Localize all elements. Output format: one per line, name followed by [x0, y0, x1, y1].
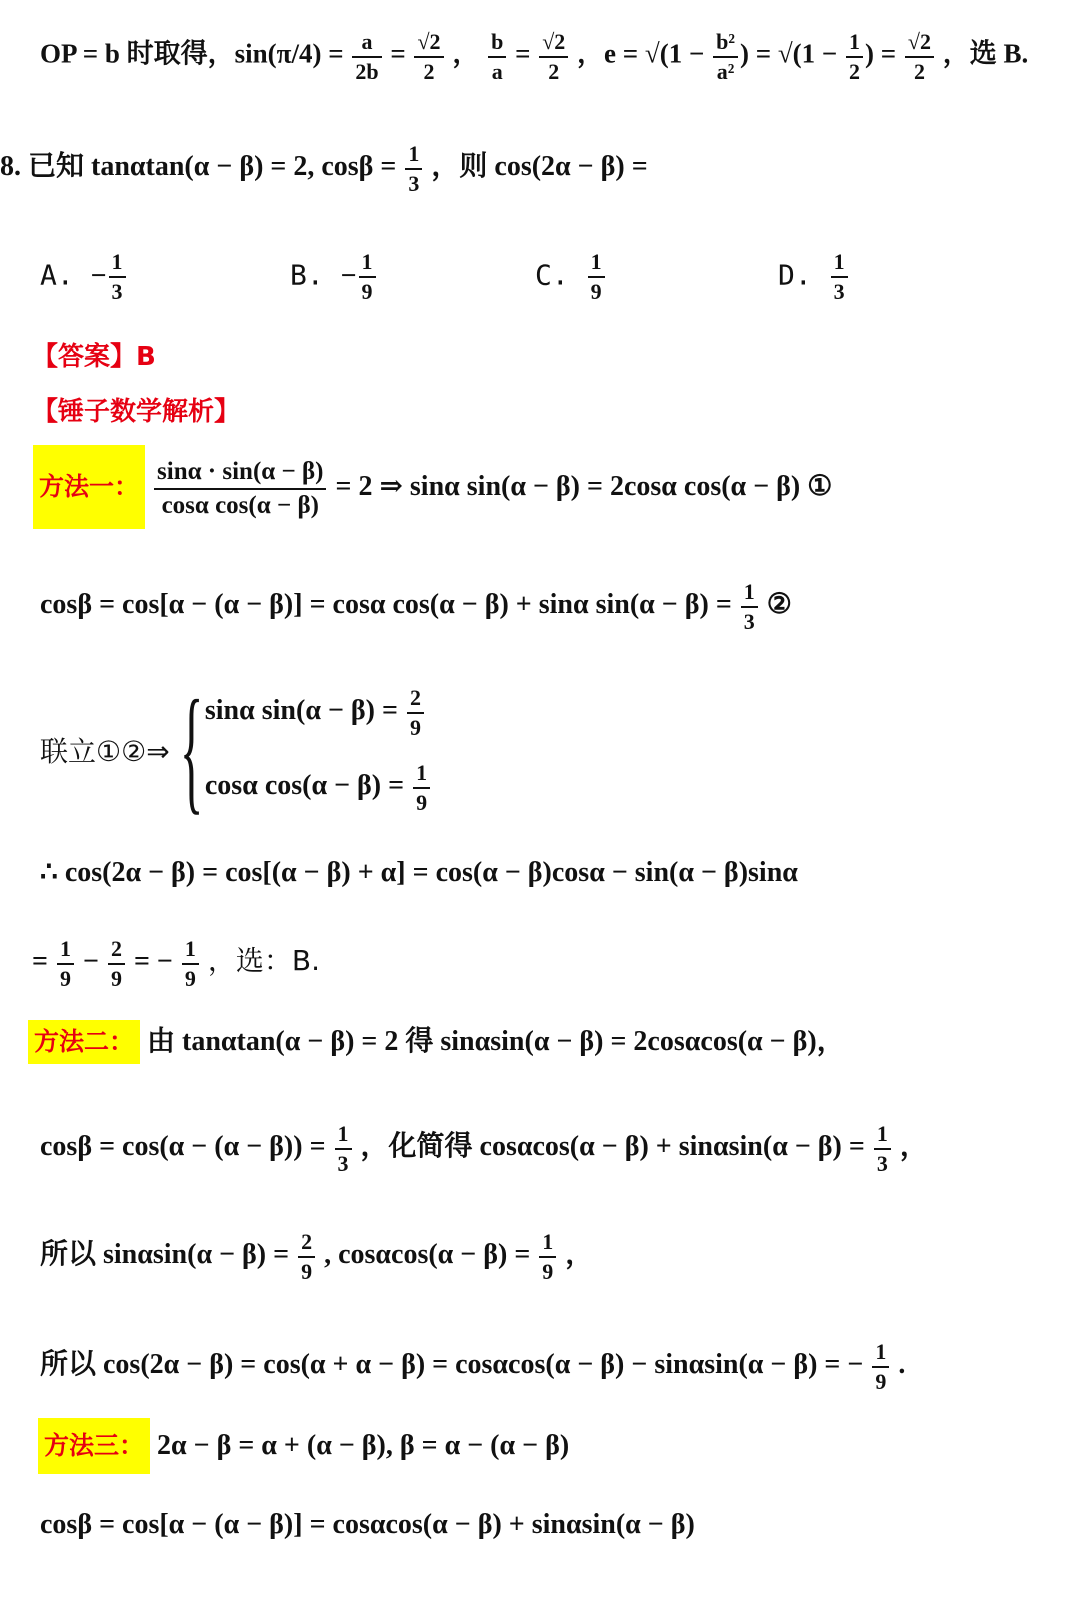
method1-eq1: 方法一： $\frac{\sin\alpha \cdot \sin(\alpha - \beta)}{\text{cosα cos(α − β)}}$ = 2 ⇒ sinα sin(α − β) = 2cosα cos(α − β) ① [33, 445, 832, 529]
choice-b[interactable]: B. − $\frac{1}{9}$ [290, 248, 378, 305]
fraction-b2-a2: $\frac{\text{b²}}{\text{a²}}$ [713, 28, 738, 85]
top-line-part4: ，选 B. [942, 38, 1029, 69]
method3-l2: cosβ = cos[α − (α − β)] = cosαcos(α − β) + sinαsin(α − β) [40, 1509, 695, 1540]
choice-c[interactable]: C. $\frac{1}{9}$ [535, 248, 607, 305]
system-eq2: cosα cos(α − β) = $\frac{1}{9}$ [205, 759, 432, 816]
question-8 [0, 140, 648, 197]
method3-tag: 方法三： [38, 1418, 150, 1474]
choice-d[interactable]: D. $\frac{1}{3}$ [778, 248, 850, 305]
question-8-tail: ，则 cos(2α − β) = [431, 150, 648, 182]
method1-tag: 方法一： [33, 445, 145, 529]
method2-l1: 方法二： 由 tanαtan(α − β) = 2 得 sinαsin(α − β) = 2cosαcos(α − β)， [28, 1020, 845, 1064]
fraction-b-a: $\frac{b}{a}$ [488, 28, 506, 85]
method1-therefore: ∴ cos(2α − β) = cos[(α − β) + α] = cos(α − β)cosα − sin(α − β)sinα [40, 857, 798, 888]
fraction-root2-2: $\frac{√2}{2}$ [414, 28, 443, 85]
fraction-sin-over-cos: $\frac{\sin\alpha \cdot \sin(\alpha - \beta)}{\text{cosα cos(α − β)}}$ [154, 456, 326, 521]
question-8-lead: 8. 已知 tanαtan(α − β) = 2, cosβ = [0, 150, 397, 182]
method1-eq2: cosβ = cos[α − (α − β)] = cosα cos(α − β) + sinα sin(α − β) = $\frac{1}{3}$ ② [40, 579, 792, 634]
fraction-half: $\frac{1}{2}$ [846, 28, 863, 85]
fraction-one-third-m1: $\frac{1}{3}$ [741, 578, 758, 635]
method2-tag: 方法二： [28, 1020, 140, 1064]
fraction-root2-2c: $\frac{√2}{2}$ [905, 28, 934, 85]
left-brace-icon: { [179, 672, 204, 827]
method2-l4: 所以 cos(2α − β) = cos(α + α − β) = cosαcos(α − β) − sinαsin(α − β) = − $\frac{1}{9}$ . [40, 1339, 906, 1394]
top-line: OP = b 时取得，sin(π/4) = $\frac{a}{2b}$ = $\frac{√2}{2}$ ， $\frac{b}{a}$ = $\frac{√2}{2}$ ，e = √(1 − $\frac{\text{b²}}{\text{a²}}$ ) = √(1 − $\frac{1}{2}$ ) = $\frac{√2}{2}$ ，选 B. [40, 29, 1029, 84]
method1-result: = $\frac{1}{9}$ − $\frac{2}{9}$ = − $\frac{1}{9}$ ，选：B. [32, 936, 320, 991]
method1-system [40, 672, 432, 827]
method2-l2: cosβ = cos(α − (α − β)) = $\frac{1}{3}$ ，化简得 cosαcos(α − β) + sinαsin(α − β) = $\frac{1}{3}$ ， [40, 1121, 928, 1176]
method1-join: 联立①②⇒ [40, 735, 170, 768]
fraction-root2-2b: $\frac{√2}{2}$ [539, 28, 568, 85]
method3-l1: 方法三： 2α − β = α + (α − β), β = α − (α − β) [38, 1418, 569, 1474]
fraction-one-third: $\frac{1}{3}$ [405, 140, 422, 197]
answer-label: 【答案】B [32, 342, 156, 372]
choice-a[interactable]: A. − $\frac{1}{3}$ [40, 248, 128, 305]
top-line-part1: OP = b 时取得，sin(π/4) = [40, 38, 344, 69]
analysis-header: 【锤子数学解析】 [32, 397, 241, 427]
fraction-a-2b: $\frac{a}{2b}$ [352, 28, 381, 85]
method2-l3: 所以 sinαsin(α − β) = $\frac{2}{9}$ , cosαcos(α − β) = $\frac{1}{9}$ ， [40, 1229, 594, 1284]
system-eq1: sinα sin(α − β) = $\frac{2}{9}$ [205, 684, 432, 741]
